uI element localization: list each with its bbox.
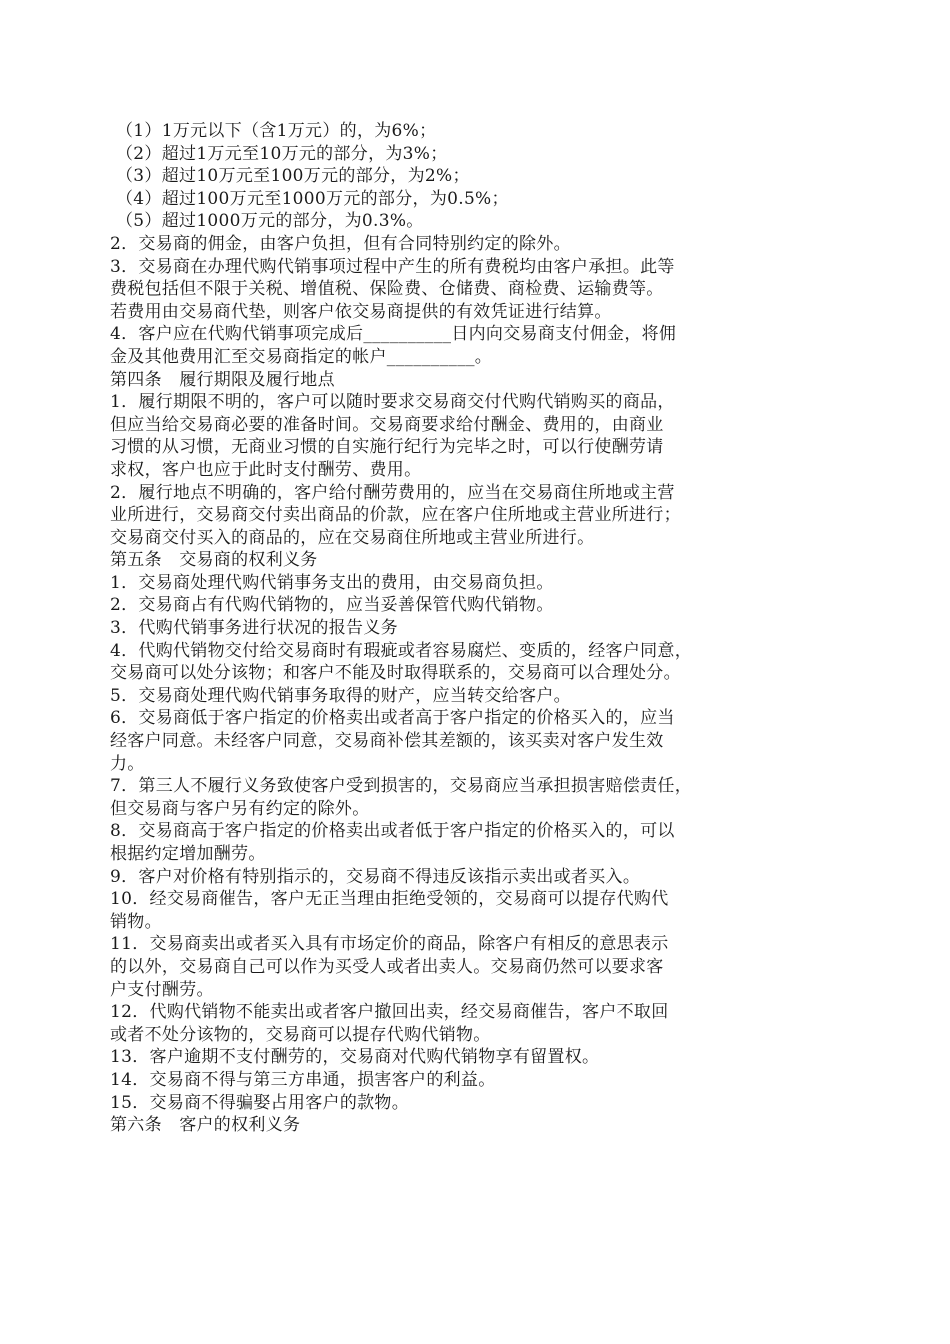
document-body: [110, 120, 848, 1137]
clause-5-6-line-3: 力。: [110, 753, 145, 774]
clause-5-4-line-2: 交易商可以处分该物；和客户不能及时取得联系的，交易商可以合理处分。: [110, 663, 681, 684]
clause-5-7-line-1: 7．第三人不履行义务致使客户受到损害的，交易商应当承担损害赔偿责任，: [110, 776, 693, 797]
clause-5-10-line-1: 10．经交易商催告，客户无正当理由拒绝受领的，交易商可以提存代购代: [110, 889, 669, 910]
clause-5-2: 2．交易商占有代购代销物的，应当妥善保管代购代销物。: [110, 595, 554, 616]
fee-tier-4: （4）超过100万元至1000万元的部分，为0.5%；: [116, 188, 509, 209]
clause-4-2-line-2: 业所进行，交易商交付卖出商品的价款，应在客户住所地或主营业所进行；: [110, 505, 681, 526]
clause-5-6-line-1: 6．交易商低于客户指定的价格卖出或者高于客户指定的价格买入的，应当: [110, 708, 675, 729]
article-5-heading: 第五条 交易商的权利义务: [110, 550, 318, 571]
clause-3-3-line-1: 3．交易商在办理代购代销事项过程中产生的所有费税均由客户承担。此等: [110, 256, 675, 277]
fee-tier-1: （1）1万元以下（含1万元）的，为6%；: [116, 121, 437, 141]
clause-3-4-line-2: 金及其他费用汇至交易商指定的帐户__________。: [110, 346, 493, 367]
clause-4-1-line-3: 习惯的从习惯，无商业习惯的自实施行纪行为完毕之时，可以行使酬劳请: [110, 437, 664, 458]
clause-5-14: 14．交易商不得与第三方串通，损害客户的利益。: [110, 1069, 496, 1090]
clause-4-1-line-4: 求权，客户也应于此时支付酬劳、费用。: [110, 459, 422, 480]
clause-5-4-line-1: 4．代购代销物交付给交易商时有瑕疵或者容易腐烂、变质的，经客户同意，: [110, 640, 693, 661]
clause-5-13: 13．客户逾期不支付酬劳的，交易商对代购代销物享有留置权。: [110, 1047, 600, 1068]
clause-5-5: 5．交易商处理代购代销事务取得的财产，应当转交给客户。: [110, 685, 571, 706]
fee-tier-5: （5）超过1000万元的部分，为0.3%。: [116, 211, 424, 232]
clause-3-2: 2．交易商的佣金，由客户负担，但有合同特别约定的除外。: [110, 233, 571, 254]
clause-3-3-line-2: 费税包括但不限于关税、增值税、保险费、仓储费、商检费、运输费等。: [110, 279, 664, 300]
clause-5-12-line-2: 或者不处分该物的，交易商可以提存代购代销物。: [110, 1024, 491, 1045]
clause-5-11-line-2: 的以外，交易商自己可以作为买受人或者出卖人。交易商仍然可以要求客: [110, 956, 664, 977]
clause-5-8-line-2: 根据约定增加酬劳。: [110, 844, 266, 864]
clause-4-2-line-1: 2．履行地点不明确的，客户给付酬劳费用的，应当在交易商住所地或主营: [110, 482, 675, 503]
article-6-heading: 第六条 客户的权利义务: [110, 1115, 301, 1136]
clause-3-4-line-1: 4．客户应在代购代销事项完成后__________日内向交易商支付佣金，将佣: [110, 324, 677, 345]
article-4-heading: 第四条 履行期限及履行地点: [110, 369, 335, 390]
clause-5-3: 3．代购代销事务进行状况的报告义务: [110, 618, 398, 639]
clause-4-1-line-1: 1．履行期限不明的，客户可以随时要求交易商交付代购代销购买的商品，: [110, 392, 675, 413]
clause-5-1: 1．交易商处理代购代销事务支出的费用，由交易商负担。: [110, 572, 554, 593]
clause-4-2-line-3: 交易商交付买入的商品的，应在交易商住所地或主营业所进行。: [110, 527, 595, 548]
clause-5-11-line-3: 户支付酬劳。: [110, 979, 214, 1000]
clause-4-1-line-2: 但应当给交易商必要的准备时间。交易商要求给付酬金、费用的，由商业: [110, 414, 664, 435]
clause-5-11-line-1: 11．交易商卖出或者买入具有市场定价的商品，除客户有相反的意思表示: [110, 934, 669, 955]
clause-5-7-line-2: 但交易商与客户另有约定的除外。: [110, 798, 370, 819]
clause-5-6-line-2: 经客户同意。未经客户同意，交易商补偿其差额的，该买卖对客户发生效: [110, 731, 664, 752]
fee-tier-2: （2）超过1万元至10万元的部分，为3%；: [116, 143, 448, 164]
clause-5-12-line-1: 12．代购代销物不能卖出或者客户撤回出卖，经交易商催告，客户不取回: [110, 1002, 669, 1023]
clause-5-9: 9．客户对价格有特别指示的，交易商不得违反该指示卖出或者买入。: [110, 866, 641, 887]
clause-5-8-line-1: 8．交易商高于客户指定的价格卖出或者低于客户指定的价格买入的，可以: [110, 821, 675, 842]
fee-tier-3: （3）超过10万元至100万元的部分，为2%；: [116, 166, 470, 187]
clause-5-10-line-2: 销物。: [110, 911, 162, 932]
clause-3-3-line-3: 若费用由交易商代垫，则客户依交易商提供的有效凭证进行结算。: [110, 301, 612, 322]
clause-5-15: 15．交易商不得骗娶占用客户的款物。: [110, 1092, 410, 1113]
